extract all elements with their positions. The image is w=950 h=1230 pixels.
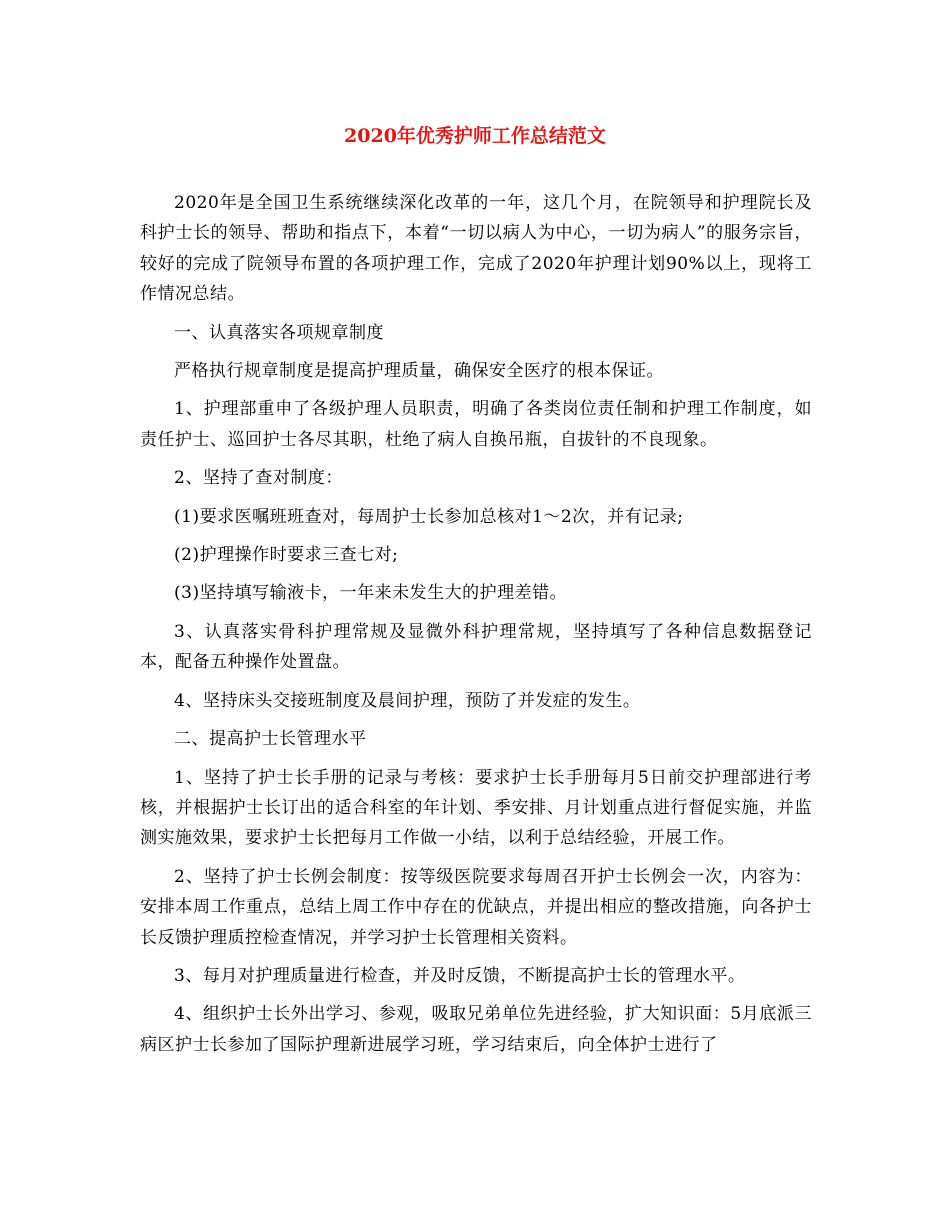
paragraph: 严格执行规章制度是提高护理质量，确保安全医疗的根本保证。 — [174, 361, 664, 382]
paragraph: 1、护理部重申了各级护理人员职责，明确了各类岗位责任制和护理工作制度，如责任护士、巡回护士各尽其职，杜绝了病人自换吊瓶，自拔针的不良现象。 — [140, 399, 812, 450]
paragraph: 3、认真落实骨科护理常规及显微外科护理常规，坚持填写了各种信息数据登记本，配备五种操作处置盘。 — [140, 621, 812, 673]
paragraph: 1、坚持了护士长手册的记录与考核：要求护士长手册每月5日前交护理部进行考核，并根据护士长订出的适合科室的年计划、季安排、月计划重点进行督促实施，并监测实施效果，要求护士长把每月工作做一小结，以利于总结经验，开展工作。 — [140, 767, 812, 849]
document-title: 2020年优秀护师工作总结范文 — [344, 125, 606, 147]
paragraph: 3、每月对护理质量进行检查，并及时反馈，不断提高护士长的管理水平。 — [174, 965, 746, 986]
section-heading-2: 二、提高护士长管理水平 — [174, 729, 367, 750]
paragraph: 4、组织护士长外出学习、参观，吸取兄弟单位先进经验，扩大知识面：5月底派三病区护士长参加了国际护理新进展学习班，学习结束后，向全体护士进行了 — [140, 1004, 812, 1055]
paragraph: (3)坚持填写输液卡，一年来未发生大的护理差错。 — [174, 583, 568, 604]
paragraph: 2、坚持了查对制度： — [174, 468, 343, 489]
document-body — [140, 188, 812, 1068]
paragraph: (2)护理操作时要求三查七对; — [174, 545, 399, 566]
paragraph-intro: 2020年是全国卫生系统继续深化改革的一年，这几个月，在院领导和护理院长及科护士长的领导、帮助和指点下，本着“一切以病人为中心，一切为病人”的服务宗旨，较好的完成了院领导布置的各项护理工作，完成了2020年护理计划90%以上，现将工作情况总结。 — [140, 193, 812, 305]
paragraph: (1)要求医嘱班班查对，每周护士长参加总核对1～2次，并有记录; — [174, 506, 684, 527]
paragraph: 4、坚持床头交接班制度及晨间护理，预防了并发症的发生。 — [174, 690, 641, 711]
section-heading-1: 一、认真落实各项规章制度 — [174, 322, 384, 343]
paragraph: 2、坚持了护士长例会制度：按等级医院要求每周召开护士长例会一次，内容为：安排本周工作重点，总结上周工作中存在的优缺点，并提出相应的整改措施，向各护士长反馈护理质控检查情况，并学习护士长管理相关资料。 — [140, 866, 812, 948]
